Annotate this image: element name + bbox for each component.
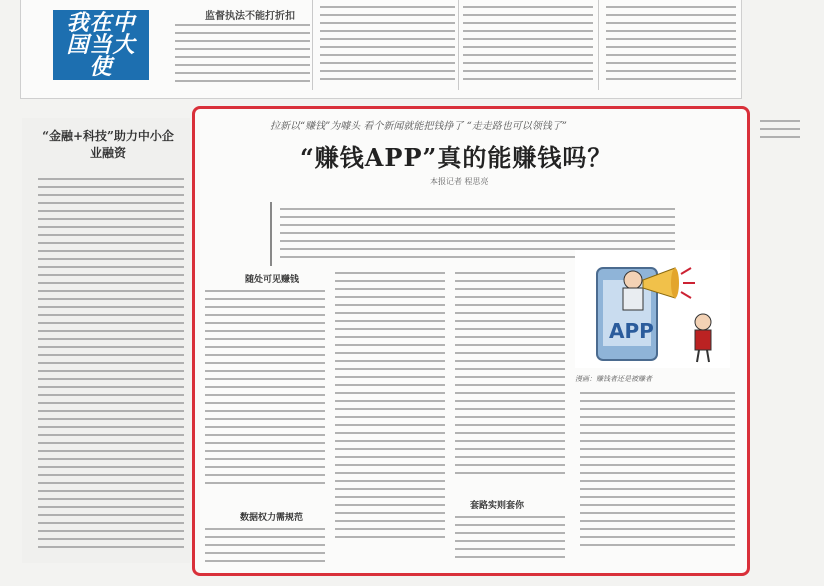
article-kicker: 拉新以“赚钱”为噱头 看个新闻就能把钱挣了 “走走路也可以领钱了”	[270, 121, 567, 132]
top-headline: 监督执法不能打折扣	[205, 11, 295, 22]
left-headline: “金融+科技”助力中小企业融资	[42, 129, 174, 160]
article-title: “赚钱APP”真的能赚钱吗？	[300, 143, 613, 172]
top-text-block-4	[606, 6, 736, 86]
left-text-block	[38, 178, 184, 554]
article-col3-text-2	[455, 516, 565, 564]
top-text-block-3	[463, 6, 593, 86]
article-subhead-3: 数据权力需规范	[240, 513, 304, 523]
top-text-block-1	[175, 24, 310, 88]
article-col1-text	[205, 290, 325, 490]
article-col4-text	[580, 392, 735, 552]
article-col2-text	[335, 272, 445, 544]
logo-text: 我在中国当大使	[66, 10, 136, 80]
article-byline: 本报记者 程思亮	[430, 177, 489, 186]
cartoon-illustration	[575, 250, 730, 368]
column-logo	[53, 10, 149, 80]
top-text-block-2	[320, 6, 455, 86]
cartoon-caption: 漫画：赚钱者还是被赚者	[575, 375, 652, 383]
column-divider	[458, 0, 459, 90]
article-cartoon	[575, 250, 730, 368]
column-divider	[598, 0, 599, 90]
article-col3-text	[455, 272, 565, 480]
article-subhead-1: 随处可见赚钱	[245, 275, 300, 285]
column-divider	[312, 0, 313, 90]
cartoon-app-label: APP	[609, 319, 654, 343]
article-col1-text-2	[205, 528, 325, 568]
right-edge-text	[760, 120, 800, 144]
article-subhead-2: 套路实则套你	[470, 501, 525, 511]
